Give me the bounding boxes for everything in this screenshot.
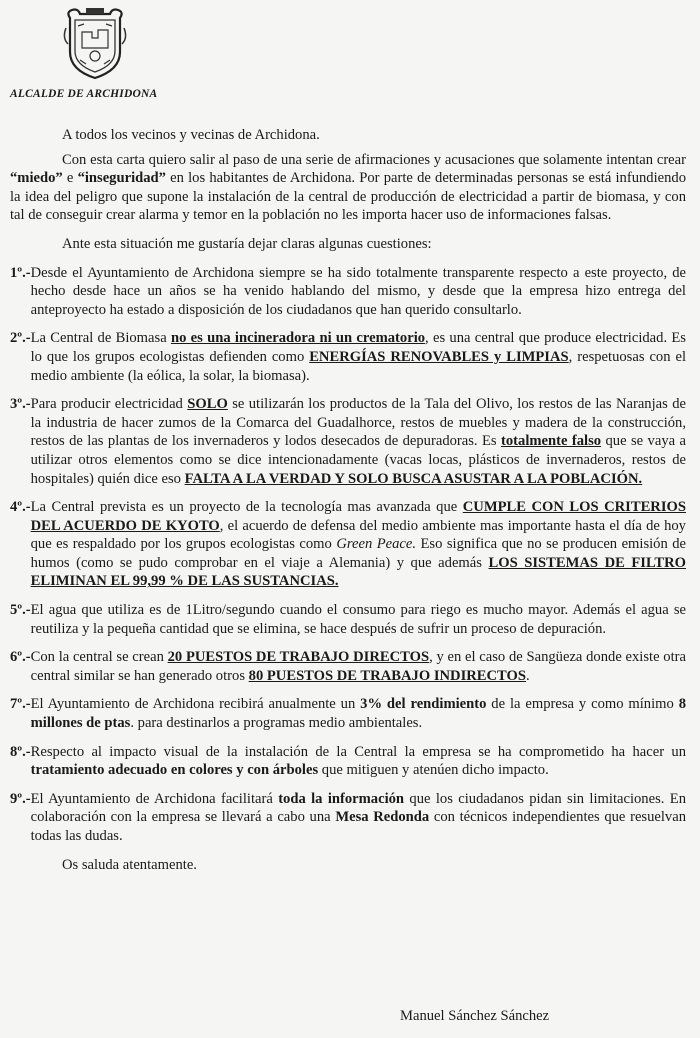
item-8-emphasis-tratamiento: tratamiento adecuado en colores y con árboles bbox=[30, 762, 319, 779]
item-2-emphasis-renovables: ENERGÍAS RENOVABLES y LIMPIAS bbox=[309, 348, 569, 365]
item-8-text-a: Respecto al impacto visual de la instalación de la Central la empresa se ha comprometido ha hacer un bbox=[30, 743, 686, 760]
item-6-text-c: , y en el caso de Sangüeza donde existe otra central similar se han generado otros bbox=[30, 649, 686, 684]
closing-line: Os saluda atentamente. bbox=[62, 856, 197, 873]
item-6-emphasis-indirectos: 80 PUESTOS DE TRABAJO INDIRECTOS bbox=[248, 667, 526, 684]
item-4-emphasis-kyoto: CUMPLE CON LOS CRITERIOS DEL ACUERDO DE KYOTO bbox=[30, 499, 686, 534]
list-item-3 bbox=[10, 395, 686, 488]
item-3-emphasis-falso: totalmente falso bbox=[501, 433, 602, 450]
list-item-7 bbox=[10, 695, 686, 732]
letter-body bbox=[10, 126, 686, 874]
list-item-1 bbox=[10, 264, 686, 320]
item-4-green-peace: Green Peace. bbox=[336, 536, 417, 553]
item-text: Desde el Ayuntamiento de Archidona siempre se ha sido totalmente transparente respecto a este proyecto, de hecho desde hace un años se ha venido hablando del mismo, y desde que la empresa hizo entrega del anteproyecto ha estado a disposición de los ciudadanos que han querido consultarlo. bbox=[30, 264, 686, 318]
item-number: 4º.- bbox=[10, 499, 31, 516]
list-item-2 bbox=[10, 329, 686, 385]
item-4-emphasis-filtro: LOS SISTEMAS DE FILTRO ELIMINAN EL 99,99 % DE LAS SUSTANCIAS. bbox=[30, 554, 687, 590]
intro-inseguridad: “inseguridad” bbox=[77, 170, 166, 187]
archidona-coat-of-arms-icon bbox=[62, 8, 128, 80]
item-3-text-c: se utilizarán los productos de la Tala del Olivo, los restos de las Naranjas de la industria de hacer zumos de la Comarca del Guadalhorce, restos de muebles y madera de la construcción, restos de las plantas de los invernaderos y lodos desecados de depuradoras. Es bbox=[30, 396, 686, 450]
item-number: 2º.- bbox=[10, 330, 31, 347]
intro-text-3: en los habitantes de Archidona. Por parte de determinadas personas se está infundiendo la idea del peligro que supone la instalación de la central de producción de electricidad a partir de biomasa, y con tal de conseguir crear alarma y temor en la población no les importa hacer uso de informaciones falsas. bbox=[10, 170, 687, 224]
item-number: 9º.- bbox=[10, 790, 31, 807]
item-4-text-a: La Central prevista es un proyecto de la tecnología mas avanzada que bbox=[30, 499, 463, 516]
item-6-emphasis-directos: 20 PUESTOS DE TRABAJO DIRECTOS bbox=[167, 649, 430, 666]
list-item-6 bbox=[10, 648, 686, 685]
item-9-text-c: que los ciudadanos pidan sin limitaciones. En colaboración con la empresa se llevará a cabo una bbox=[30, 790, 686, 826]
lead-paragraph: Ante esta situación me gustaría dejar claras algunas cuestiones: bbox=[62, 235, 432, 252]
item-3-text-a: Para producir electricidad bbox=[30, 396, 188, 413]
mayor-title: ALCALDE DE ARCHIDONA bbox=[10, 88, 158, 100]
intro-text-2: e bbox=[62, 170, 78, 187]
item-7-text-e: . para destinarlos a programas medio ambientales. bbox=[130, 715, 423, 732]
item-8-text-c: que mitiguen y atenúen dicho impacto. bbox=[318, 762, 549, 779]
item-2-text-e: , respetuosas con el medio ambiente (la eólica, la solar, la biomasa). bbox=[30, 348, 686, 384]
item-text bbox=[31, 790, 686, 846]
item-number: 3º.- bbox=[10, 396, 31, 413]
list-item-8 bbox=[10, 743, 686, 780]
item-text bbox=[31, 329, 686, 385]
item-9-text-e: con técnicos independientes que resuelvan todas las dudas. bbox=[30, 809, 687, 844]
item-7-emphasis-rendimiento: 3% del rendimiento bbox=[360, 696, 487, 713]
item-4-text-c: , el acuerdo de defensa del medio ambiente mas importante hasta el día de hoy que es respaldado por los grupos ecologistas como bbox=[30, 517, 686, 553]
item-3-text-e: que se vaya a utilizar otros elementos como se dice intencionadamente (vacas locas, plásticos de invernaderos, restos de hospitales) quién dice eso bbox=[30, 433, 686, 487]
item-9-text-a: El Ayuntamiento de Archidona facilitará bbox=[30, 790, 279, 807]
list-item-9 bbox=[10, 790, 686, 846]
item-6-text-a: Con la central se crean bbox=[30, 649, 168, 666]
greeting: A todos los vecinos y vecinas de Archidona. bbox=[62, 127, 320, 143]
item-2-text-a: La Central de Biomasa bbox=[30, 330, 171, 347]
item-9-emphasis-informacion: toda la información bbox=[278, 790, 405, 807]
list-item-5 bbox=[10, 601, 686, 638]
item-number: 5º.- bbox=[10, 602, 31, 619]
item-text bbox=[31, 395, 686, 488]
item-text bbox=[31, 648, 686, 685]
item-3-emphasis-solo: SOLO bbox=[187, 396, 228, 413]
item-7-text-a: El Ayuntamiento de Archidona recibirá anualmente un bbox=[30, 696, 361, 713]
item-text bbox=[31, 695, 686, 732]
list-item-4 bbox=[10, 498, 686, 591]
item-9-emphasis-mesa: Mesa Redonda bbox=[335, 809, 430, 826]
item-number: 7º.- bbox=[10, 696, 31, 713]
item-4-text-e: Eso significa que no se producen emisión de humos (como se pudo comprobar en el viaje a Alemania) y que además bbox=[30, 536, 687, 571]
item-text bbox=[31, 498, 686, 591]
item-number: 6º.- bbox=[10, 649, 31, 666]
item-3-emphasis-verdad: FALTA A LA VERDAD Y SOLO BUSCA ASUSTAR A LA POBLACIÓN. bbox=[184, 470, 643, 487]
item-6-text-e: . bbox=[526, 667, 530, 684]
item-text bbox=[31, 743, 686, 780]
item-2-text-c: , es una central que produce electricidad. Es lo que los grupos ecologistas defienden como bbox=[30, 330, 686, 365]
item-7-emphasis-millones: 8 millones de ptas bbox=[30, 696, 686, 732]
item-text: El agua que utiliza es de 1Litro/segundo cuando el consumo para riego es mucho mayor. Además el agua se reutiliza y la pequeña cantidad que se elimina, se hace después de sufrir un proceso de depuración. bbox=[30, 602, 686, 637]
signature-name: Manuel Sánchez Sánchez bbox=[400, 1008, 550, 1024]
item-number: 1º.- bbox=[10, 264, 31, 281]
intro-miedo: “miedo” bbox=[10, 170, 63, 187]
intro-text-1: Con esta carta quiero salir al paso de una serie de afirmaciones y acusaciones que solamente intentan crear bbox=[62, 151, 686, 168]
item-2-emphasis-incineradora: no es una incineradora ni un crematorio bbox=[170, 330, 426, 347]
item-7-text-c: de la empresa y como mínimo bbox=[486, 696, 679, 713]
item-number: 8º.- bbox=[10, 743, 31, 760]
intro-paragraph bbox=[10, 151, 686, 225]
